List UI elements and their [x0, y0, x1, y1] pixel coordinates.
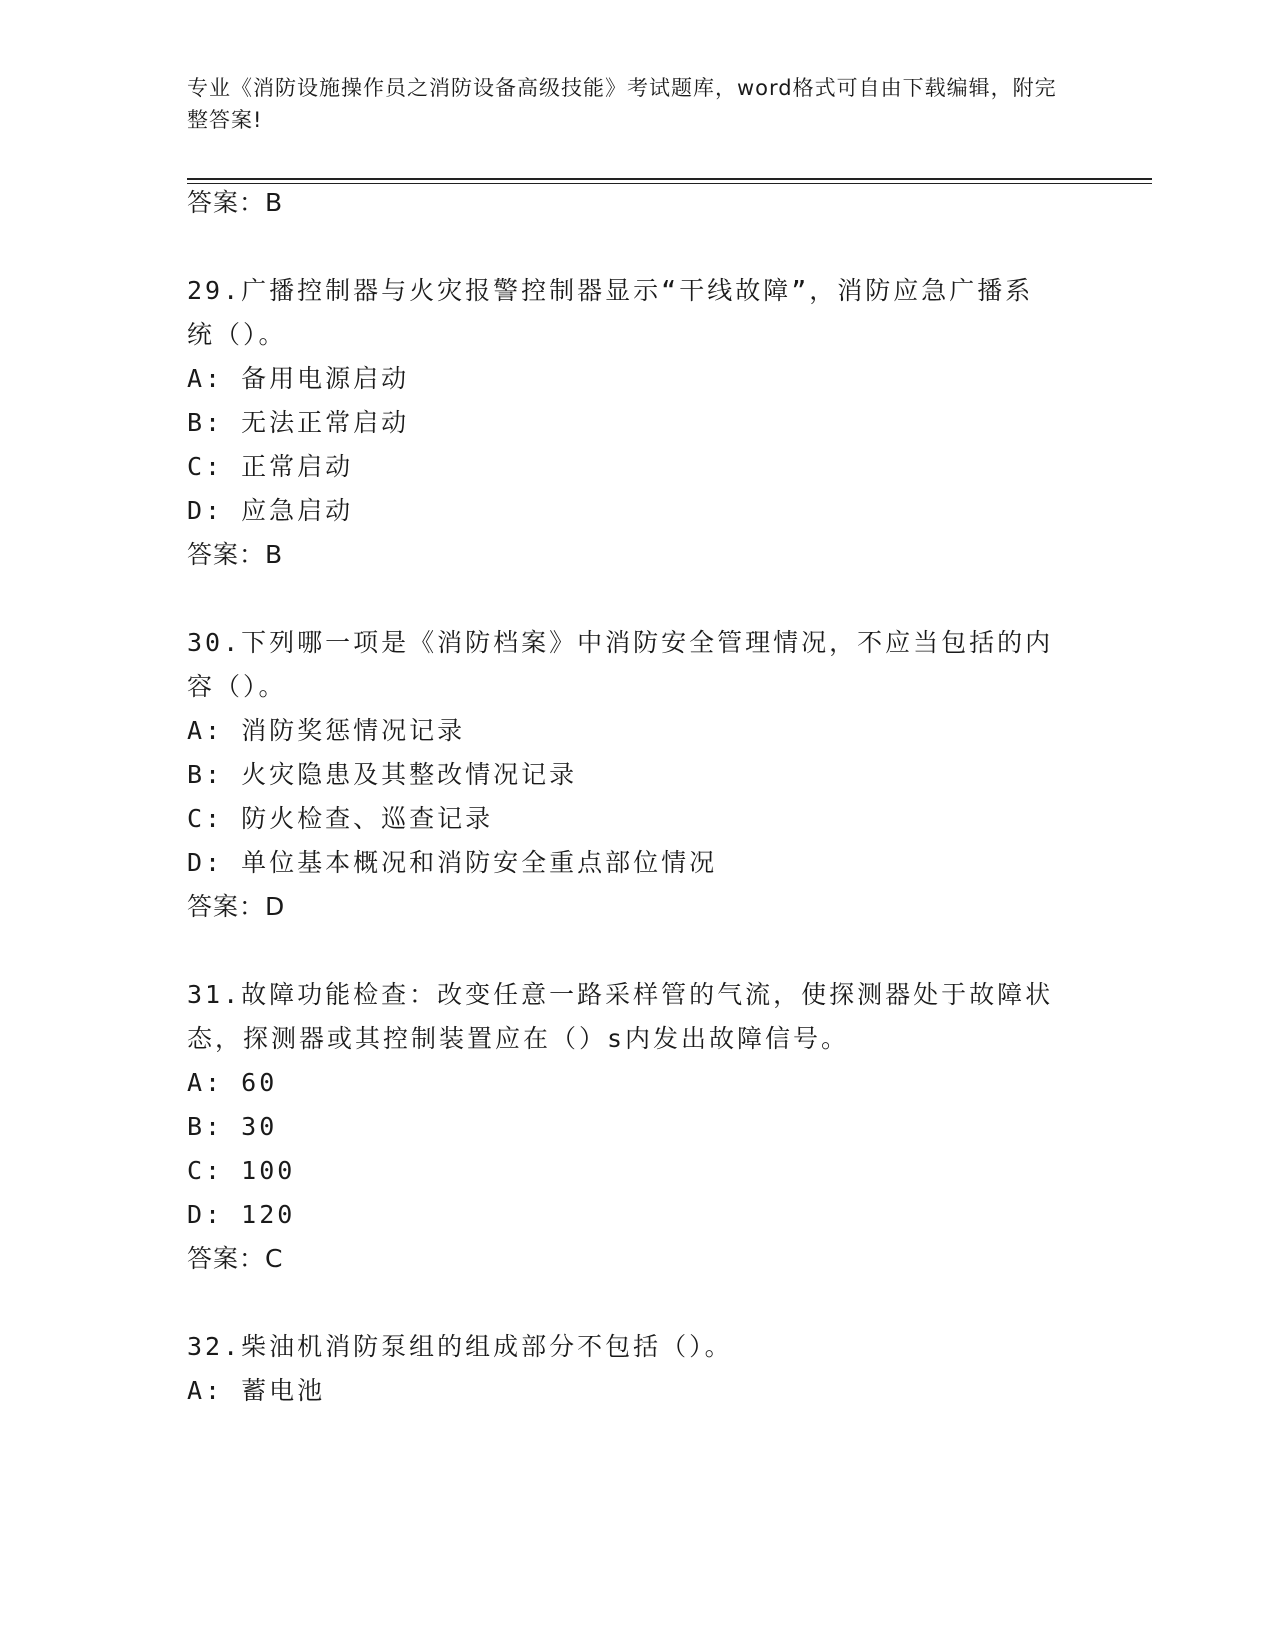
answer: 答案：B: [187, 540, 284, 569]
option-b: B: 30: [187, 1112, 278, 1141]
option-a: A: 消防奖惩情况记录: [187, 716, 466, 745]
answer: 答案：C: [187, 1244, 284, 1273]
question-stem: 30.下列哪一项是《消防档案》中消防安全管理情况，不应当包括的内: [187, 628, 1054, 657]
option-a: A: 蓄电池: [187, 1376, 326, 1405]
header-divider-thick: [187, 178, 1152, 180]
option-a: A: 备用电源启动: [187, 364, 410, 393]
option-d: D: 单位基本概况和消防安全重点部位情况: [187, 848, 718, 877]
option-d: D: 120: [187, 1200, 296, 1229]
document-header: 专业《消防设施操作员之消防设备高级技能》考试题库，word格式可自由下载编辑，附完整答案!: [187, 76, 1057, 132]
question-stem-continued: 统（）。: [187, 320, 287, 349]
option-a: A: 60: [187, 1068, 278, 1097]
answer: 答案：D: [187, 892, 286, 921]
previous-answer: 答案：B: [187, 188, 284, 217]
option-d: D: 应急启动: [187, 496, 354, 525]
option-b: B: 无法正常启动: [187, 408, 410, 437]
question-stem: 32.柴油机消防泵组的组成部分不包括（）。: [187, 1332, 733, 1361]
option-b: B: 火灾隐患及其整改情况记录: [187, 760, 578, 789]
option-c: C: 100: [187, 1156, 296, 1185]
question-stem: 29.广播控制器与火灾报警控制器显示“干线故障”，消防应急广播系: [187, 276, 1034, 305]
question-stem-continued: 态，探测器或其控制装置应在（）s内发出故障信号。: [187, 1024, 850, 1053]
option-c: C: 防火检查、巡查记录: [187, 804, 494, 833]
header-divider-thin: [187, 183, 1152, 184]
option-c: C: 正常启动: [187, 452, 354, 481]
question-stem: 31.故障功能检查：改变任意一路采样管的气流，使探测器处于故障状: [187, 980, 1054, 1009]
question-stem-continued: 容（）。: [187, 672, 287, 701]
